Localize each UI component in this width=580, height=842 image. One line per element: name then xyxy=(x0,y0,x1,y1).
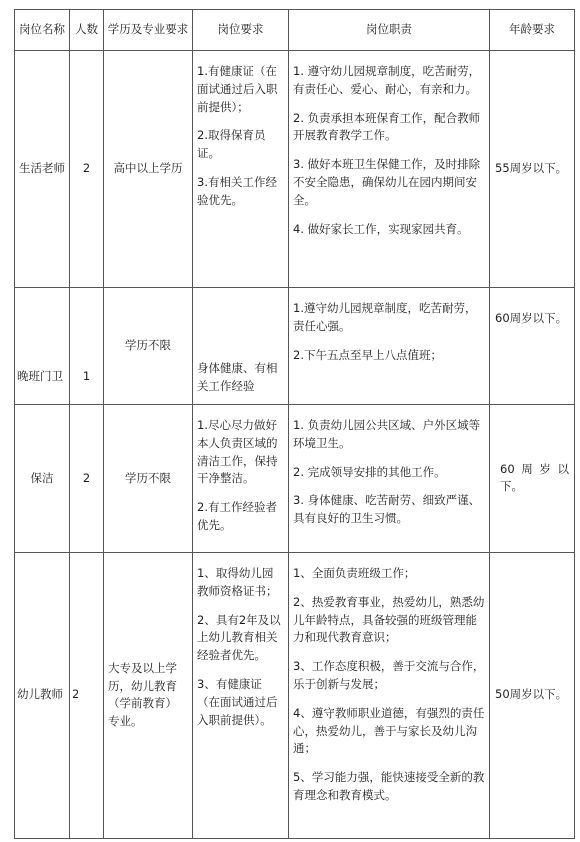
count-cell: 1 xyxy=(70,288,104,405)
duty-item: 2. 完成领导安排的其他工作。 xyxy=(293,464,446,479)
duties-cell xyxy=(289,51,490,288)
duty-item: 3. 身体健康、吃苦耐劳、细致严谨、具有良好的卫生习惯。 xyxy=(293,493,481,526)
requirement-item: 2.取得保育员证。 xyxy=(197,128,266,161)
duty-item: 1. 负责幼儿园公共区域、户外区域等环境卫生。 xyxy=(293,418,481,450)
duties-cell xyxy=(289,405,490,553)
requirements-cell xyxy=(193,51,289,288)
position-name-cell: 保洁 xyxy=(15,405,70,553)
requirement-item: 3.有相关工作经验优先。 xyxy=(197,175,277,207)
requirements-cell xyxy=(193,552,289,838)
duty-item: 4、遵守教师职业道德，有强烈的责任心，热爱幼儿，善于与家长及幼儿沟通； xyxy=(293,705,485,756)
requirement-item: 2.有工作经验者优先。 xyxy=(197,500,277,533)
count-cell: 2 xyxy=(70,405,104,553)
header-education: 学历及专业要求 xyxy=(104,10,193,51)
requirement-item: 1.有健康证（在面试通过后入职前提供）； xyxy=(197,64,278,114)
education-cell: 大专及以上学历，幼儿教育（学前教育）专业。 xyxy=(104,552,193,838)
table-row xyxy=(15,552,575,838)
requirements-cell xyxy=(193,405,289,553)
requirement-item: 3、有健康证（在面试通过后入职前提供）。 xyxy=(197,676,278,727)
requirements-cell xyxy=(193,288,289,405)
position-name-cell: 幼儿教师 xyxy=(15,552,70,838)
age-cell: 60周岁以下。 xyxy=(490,288,575,405)
duty-item: 2、热爱教育事业，热爱幼儿，熟悉幼儿年龄特点，具备较强的班级管理能力和现代教育意识； xyxy=(293,594,485,645)
duties-cell xyxy=(289,288,490,405)
position-name-cell: 晚班门卫 xyxy=(15,288,70,405)
count-cell: 2 xyxy=(70,552,104,838)
position-name-cell: 生活老师 xyxy=(15,51,70,288)
age-cell: 60周岁以下。 xyxy=(490,405,575,553)
duty-item: 1.遵守幼儿园规章制度，吃苦耐劳，责任心强。 xyxy=(293,301,477,333)
duties-cell xyxy=(289,552,490,838)
header-position-name: 岗位名称 xyxy=(15,10,70,51)
duty-item: 1、全面负责班级工作； xyxy=(293,565,416,580)
table-row xyxy=(15,405,575,553)
recruitment-table-container xyxy=(14,9,575,839)
header-age: 年龄要求 xyxy=(490,10,575,51)
age-cell: 55周岁以下。 xyxy=(490,51,575,288)
duty-item: 5、学习能力强，能快速接受全新的教育理念和教育模式。 xyxy=(293,770,485,802)
education-cell: 高中以上学历 xyxy=(104,51,193,288)
table-row xyxy=(15,288,575,405)
requirement-item: 1.尽心尽力做好本人负责区域的清洁工作，保持干净整洁。 xyxy=(197,418,278,486)
age-cell: 50周岁以下。 xyxy=(490,552,575,838)
education-cell: 学历不限 xyxy=(104,288,193,405)
duty-item: 3、工作态度积极，善于交流与合作，乐于创新与发展； xyxy=(293,659,485,691)
duty-item: 2. 负责承担本班保育工作，配合教师开展教育教学工作。 xyxy=(293,110,481,143)
duty-item: 3. 做好本班卫生保健工作，及时排除不安全隐患，确保幼儿在园内期间安全。 xyxy=(293,157,481,207)
header-count: 人数 xyxy=(70,10,104,51)
table-row xyxy=(15,51,575,288)
requirement-item: 1、取得幼儿园教师资格证书； xyxy=(197,565,278,598)
requirement-item: 身体健康、有相关工作经验 xyxy=(197,361,278,394)
header-requirements: 岗位要求 xyxy=(193,10,289,51)
requirement-item: 2、具有2年及以上幼儿教育相关经验者优先。 xyxy=(197,612,281,663)
education-cell: 学历不限 xyxy=(104,405,193,553)
duty-item: 4. 做好家长工作，实现家园共育。 xyxy=(293,221,469,236)
header-duties: 岗位职责 xyxy=(289,10,490,51)
duty-item: 1. 遵守幼儿园规章制度，吃苦耐劳，有责任心、爱心、耐心，有亲和力。 xyxy=(293,64,481,96)
recruitment-table xyxy=(14,9,575,839)
header-row xyxy=(15,10,575,51)
duty-item: 2.下午五点至早上八点值班； xyxy=(293,347,442,362)
count-cell: 2 xyxy=(70,51,104,288)
